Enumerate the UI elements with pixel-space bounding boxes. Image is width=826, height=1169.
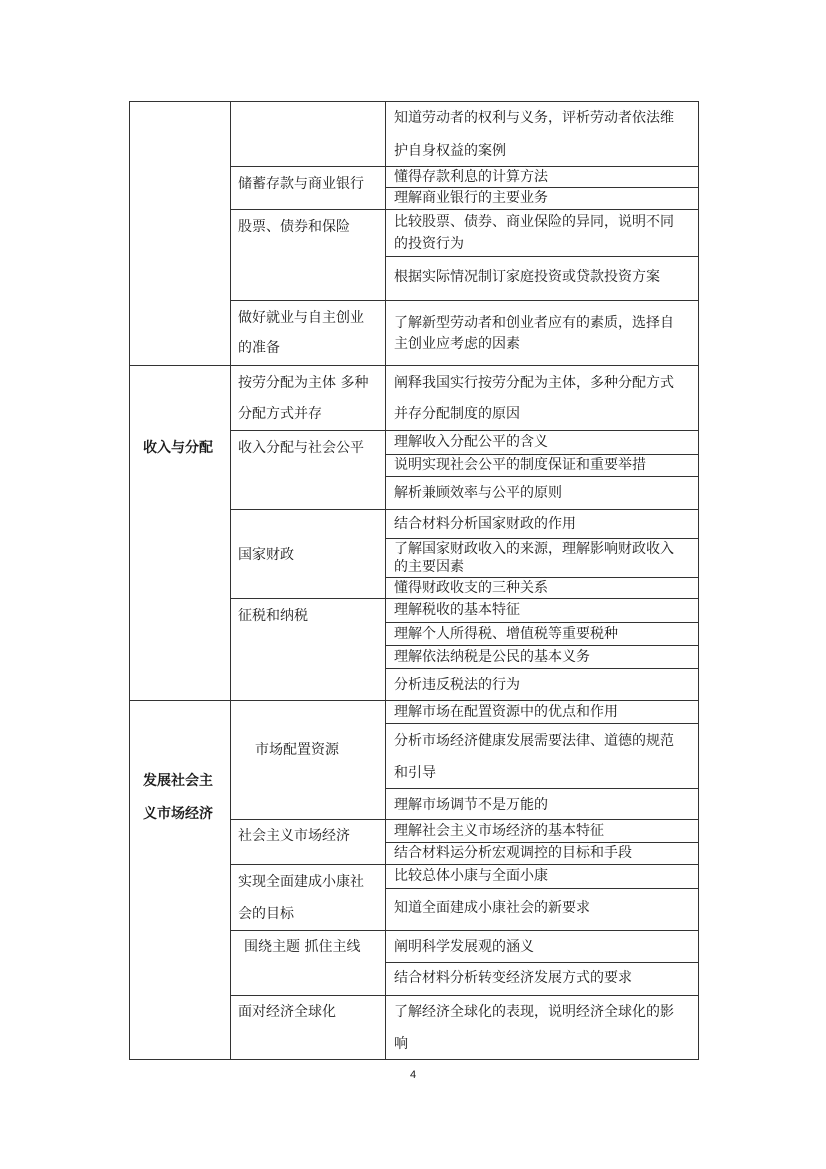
item-divider (385, 577, 699, 578)
item-text: 懂得存款利息的计算方法 (394, 169, 548, 185)
topic-divider (230, 930, 699, 931)
item-text: 理解个人所得税、增值税等重要税种 (394, 626, 618, 642)
topic-label: 面对经济全球化 (238, 1004, 336, 1020)
section-title: 发展社会主 (143, 773, 213, 789)
item-divider (385, 538, 699, 539)
item-text: 根据实际情况制订家庭投资或贷款投资方案 (394, 269, 660, 285)
item-text: 和引导 (394, 765, 436, 781)
item-divider (385, 788, 699, 789)
table-border-left (129, 101, 130, 1060)
item-text: 并存分配制度的原因 (394, 406, 520, 422)
item-text: 了解新型劳动者和创业者应有的素质，选择自 (394, 315, 674, 331)
item-divider (385, 476, 699, 477)
topic-divider (230, 209, 699, 210)
page-number: 4 (409, 1069, 417, 1081)
topic-label: 围绕主题 抓住主线 (244, 939, 361, 955)
topic-divider (230, 430, 699, 431)
topic-label: 做好就业与自主创业 (238, 310, 364, 326)
topic-label: 实现全面建成小康社 (238, 874, 364, 890)
column-divider (385, 101, 386, 1060)
item-text: 理解依法纳税是公民的基本义务 (394, 649, 590, 665)
topic-label: 分配方式并存 (238, 406, 322, 422)
item-text: 比较股票、债券、商业保险的异同，说明不同 (394, 214, 674, 230)
column-divider (230, 101, 231, 1060)
item-text: 护自身权益的案例 (394, 143, 506, 159)
section-divider (129, 365, 699, 366)
item-text: 了解经济全球化的表现，说明经济全球化的影 (394, 1004, 674, 1020)
item-text: 解析兼顾效率与公平的原则 (394, 485, 562, 501)
topic-divider (230, 819, 699, 820)
item-divider (385, 888, 699, 889)
topic-divider (230, 166, 699, 167)
item-text: 理解社会主义市场经济的基本特征 (394, 823, 604, 839)
item-divider (385, 842, 699, 843)
topic-label: 国家财政 (238, 547, 294, 563)
topic-label: 储蓄存款与商业银行 (238, 176, 364, 192)
item-text: 知道劳动者的权利与义务，评析劳动者依法维 (394, 110, 674, 126)
topic-divider (230, 995, 699, 996)
item-text: 说明实现社会公平的制度保证和重要举措 (394, 457, 646, 473)
item-text: 的投资行为 (394, 236, 464, 252)
item-text: 理解商业银行的主要业务 (394, 190, 548, 206)
item-divider (385, 256, 699, 257)
item-text: 分析违反税法的行为 (394, 677, 520, 693)
item-text: 结合材料分析国家财政的作用 (394, 516, 576, 532)
item-text: 理解收入分配公平的含义 (394, 434, 548, 450)
item-text: 分析市场经济健康发展需要法律、道德的规范 (394, 733, 674, 749)
item-text: 理解市场在配置资源中的优点和作用 (394, 704, 618, 720)
item-divider (385, 723, 699, 724)
item-text: 阐明科学发展观的涵义 (394, 939, 534, 955)
item-text: 比较总体小康与全面小康 (394, 868, 548, 884)
topic-label: 社会主义市场经济 (238, 828, 350, 844)
topic-label: 按劳分配为主体 多种 (238, 375, 369, 391)
topic-divider (230, 598, 699, 599)
item-text: 结合材料运分析宏观调控的目标和手段 (394, 845, 632, 861)
item-text: 的主要因素 (394, 559, 464, 575)
item-text: 阐释我国实行按劳分配为主体，多种分配方式 (394, 375, 674, 391)
item-text: 理解市场调节不是万能的 (394, 797, 548, 813)
item-text: 主创业应考虑的因素 (394, 336, 520, 352)
topic-label: 市场配置资源 (255, 742, 339, 758)
topic-divider (230, 864, 699, 865)
item-text: 响 (394, 1036, 408, 1052)
item-divider (385, 668, 699, 669)
topic-label: 收入分配与社会公平 (238, 440, 364, 456)
section-title: 义市场经济 (143, 806, 213, 822)
topic-divider (230, 509, 699, 510)
section-divider (129, 700, 699, 701)
topic-divider (230, 300, 699, 301)
item-text: 了解国家财政收入的来源，理解影响财政收入 (394, 541, 674, 557)
topic-label: 的准备 (238, 340, 280, 356)
table-border-bottom (129, 1059, 699, 1060)
topic-label: 征税和纳税 (238, 608, 308, 624)
item-text: 知道全面建成小康社会的新要求 (394, 900, 590, 916)
table-border-top (129, 101, 699, 102)
item-text: 懂得财政收支的三种关系 (394, 580, 548, 596)
item-divider (385, 187, 699, 188)
item-text: 结合材料分析转变经济发展方式的要求 (394, 970, 632, 986)
item-divider (385, 622, 699, 623)
item-divider (385, 454, 699, 455)
topic-label: 股票、债券和保险 (238, 219, 350, 235)
table-border-right (698, 101, 699, 1060)
topic-label: 会的目标 (238, 906, 294, 922)
section-title: 收入与分配 (143, 440, 213, 456)
item-divider (385, 645, 699, 646)
item-text: 理解税收的基本特征 (394, 602, 520, 618)
item-divider (385, 962, 699, 963)
